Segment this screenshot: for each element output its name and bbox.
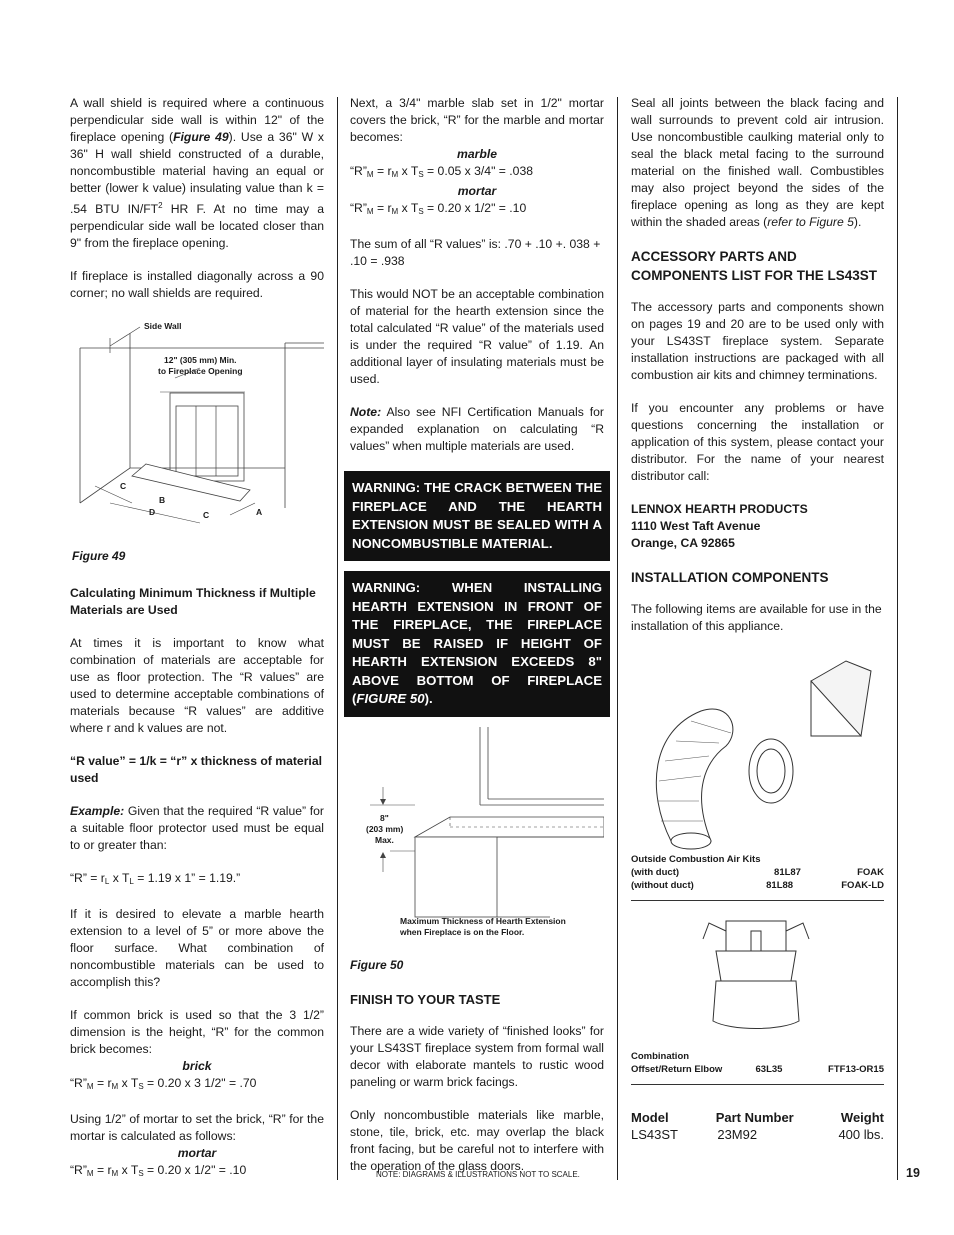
not-acceptable-paragraph: This would NOT be an acceptable combination of material for the hearth extension since the total calculated “R value” of the materials used is under the required “R value” of 1.19. An additional layer of insulating materials must be used.	[350, 287, 604, 386]
address-line-3: Orange, CA 92865	[631, 536, 735, 550]
fig50-caption-2: when Fireplace is on the Floor.	[400, 926, 525, 937]
air-kit-illustration	[631, 651, 884, 856]
warning-crack: WARNING: THE CRACK BETWEEN THE FIREPLACE AND THE HEARTH EXTENSION MUST BE SEALED WITH A NONCOMBUSTIBLE MATERIAL.	[344, 471, 610, 561]
r-values-paragraph: At times it is important to know what combination of materials are acceptable for use as floor protection. The “R values” are used to determine acceptable combinations of materials because “R values” are additive where r and k values are not.	[70, 636, 324, 736]
example-paragraph: Example: Given that the required “R value” for a suitable floor protector used must be equal to or greater than:	[70, 804, 324, 853]
figure-50	[350, 727, 604, 957]
seal-paragraph: Seal all joints between the black facing and wall surrounds to prevent cold air intrusion. Use noncombustible caulking material only to seal the black metal facing to the surround material on the finished wall. Combustibles may also project beyond the sides of the fireplace opening as long as they are kept within the shaded areas (refer to Figure 5).	[631, 96, 884, 229]
weight-value: 400 lbs.	[838, 1127, 884, 1142]
part-number-header: Part Number	[715, 1110, 794, 1125]
air-kit-icon	[631, 651, 884, 856]
accessory-heading: ACCESSORY PARTS AND COMPONENTS LIST FOR THE LS43ST	[631, 249, 878, 283]
figure-49	[70, 318, 324, 548]
distributor-address	[631, 501, 884, 552]
finish-paragraph-1: There are a wide variety of “finished looks” for your LS43ST fireplace system from formal wall decor with elaborate mantels to rustic wood paneling or warm brick facings.	[350, 1023, 604, 1089]
column-divider-1	[337, 97, 338, 1180]
note-paragraph: Note: Also see NFI Certification Manuals for expanded explanation on calculating “R values” when multiple materials are used.	[350, 405, 604, 453]
fig50-dim-1: 8"	[380, 812, 389, 823]
page-number: 19	[906, 1166, 920, 1180]
mortar2-equation: “$R”_M = r_M$ x $T_S = 0.20$ x 1/2" = .10	[350, 201, 527, 216]
marble-equation: “$R”_M = r_M$ x $T_S = 0.05$ x 3/4" = .038	[350, 164, 534, 179]
warning-raise: WARNING: WHEN INSTALLING HEARTH EXTENSION IN FRONT OF THE FIREPLACE, THE FIREPLACE MUST BE RAISED IF HEIGHT OF HEARTH EXTENSION EXCEEDS 8" ABOVE BOTTOM OF FIREPLACE (FIGURE 50).	[344, 571, 610, 717]
model-header-row	[631, 1109, 884, 1126]
elbow-row: Offset/Return Elbow 63L35 FTF13-OR15	[631, 1064, 884, 1075]
fig50-dim-2: (203 mm)	[366, 823, 404, 834]
accessory-paragraph: The accessory parts and components shown on pages 19 and 20 are to be used only with your LS43ST fireplace system. Separate installation instructions are packaged with all combustion air kits and chimney terminations.	[631, 300, 884, 382]
mortar-label: mortar	[177, 1146, 217, 1161]
elbow-illustration	[631, 911, 884, 1051]
fig49-label-d: D	[149, 507, 156, 518]
fig49-label-c2: C	[203, 510, 210, 521]
model-value: LS43ST	[631, 1127, 678, 1142]
elbow-icon	[631, 911, 884, 1051]
kit-row-1: (with duct) 81L87 FOAK	[631, 867, 884, 878]
weight-header: Weight	[840, 1110, 884, 1125]
elbow-title: Combination	[631, 1051, 690, 1062]
fig49-min-label-1: 12" (305 mm) Min.	[164, 355, 237, 366]
model-header: Model	[631, 1110, 669, 1125]
installation-paragraph: The following items are available for use in the installation of this appliance.	[631, 602, 882, 633]
mortar2-label: mortar	[457, 184, 497, 198]
fig49-label-b: B	[159, 495, 166, 506]
column-1	[70, 95, 324, 1182]
figure-50-caption: Figure 50	[350, 957, 404, 972]
diagonal-paragraph: If fireplace is installed diagonally across a 90 corner; no wall shields are required.	[70, 269, 324, 301]
elbow-divider	[631, 1084, 884, 1085]
address-line-2: 1110 West Taft Avenue	[631, 519, 761, 533]
column-divider-2	[617, 97, 618, 1180]
column-2	[350, 95, 604, 1191]
fig49-min-label-2: to Fireplace Opening	[158, 366, 243, 377]
mortar-paragraph: Using 1/2” of mortar to set the brick, “R” for the mortar is calculated as follows:	[70, 1112, 324, 1144]
brick-equation: “$R”_M = r_M$ x $T_S = 0.20$ x 3 1/2" = .70	[70, 1076, 257, 1092]
formula: “R value” = 1/k = “r” x thickness of material used	[70, 754, 322, 786]
fig49-label-a: A	[256, 507, 263, 518]
marble-label: marble	[457, 147, 497, 161]
r-equation: “R” = $r_L$ x $T_L = 1.19$ x 1” = 1.19.”	[70, 871, 241, 887]
column-3	[631, 95, 884, 1143]
figure-49-caption: Figure 49	[72, 549, 126, 564]
fig49-side-wall-label: Side Wall	[144, 321, 182, 332]
finish-paragraph-2: Only noncombustible materials like marble, stone, tile, brick, etc. may overlap the black front facing, but be careful not to interfere with the operation of the glass doors.	[350, 1107, 604, 1173]
wall-shield-paragraph: A wall shield is required where a continuous perpendicular side wall is within 12" of the fireplace opening (Figure 49). Use a 36" W x 36" H wall shield constructed of a durable, noncombustible material having an equal or better (lower k value) insulating value than k = .54 BTU $IN/FT^2$ HR F. At no time may a perpendicular side wall be located closer than 9" from the fireplace opening.	[70, 96, 324, 251]
finish-heading: FINISH TO YOUR TASTE	[350, 991, 501, 1007]
diagram-note: NOTE: DIAGRAMS & ILLUSTRATIONS NOT TO SCALE.	[376, 1170, 580, 1179]
kit-title: Outside Combustion Air Kits	[631, 854, 761, 865]
problems-paragraph: If you encounter any problems or have questions concerning the installation or application of this system, please contact your distributor. For the name of your nearest distributor call:	[631, 401, 884, 483]
part-number-value: 23M92	[717, 1127, 758, 1142]
calc-heading: Calculating Minimum Thickness if Multiple Materials are Used	[70, 586, 316, 618]
kit-row-2: (without duct) 81L88 FOAK-LD	[631, 880, 884, 891]
marble-paragraph: Next, a 3/4" marble slab set in 1/2" mortar covers the brick, “R” for the marble and mortar becomes:	[350, 96, 604, 144]
kit-divider	[631, 900, 884, 901]
elevate-paragraph: If it is desired to elevate a marble hearth extension to a level of 5” or more above the floor surface. What combination of noncombustible materials can be used to accomplish this?	[70, 907, 324, 990]
column-divider-3	[897, 97, 898, 1180]
address-line-1: LENNOX HEARTH PRODUCTS	[631, 502, 808, 516]
brick-paragraph: If common brick is used so that the 3 1/2” dimension is the height, “R” for the common brick becomes:	[70, 1008, 324, 1057]
fig50-caption-1: Maximum Thickness of Hearth Extension	[400, 915, 566, 926]
fig49-label-c1: C	[120, 481, 127, 492]
sum-paragraph: The sum of all “R values” is: .70 + .10 +. 038 + .10 = .938	[350, 237, 601, 268]
mortar-equation: “$R”_M = r_M$ x $T_S = 0.20$ x 1/2" = .10	[70, 1163, 247, 1179]
model-value-row	[631, 1126, 884, 1143]
installation-heading: INSTALLATION COMPONENTS	[631, 570, 829, 585]
fig50-dim-3: Max.	[375, 834, 394, 845]
brick-label: brick	[182, 1059, 212, 1074]
